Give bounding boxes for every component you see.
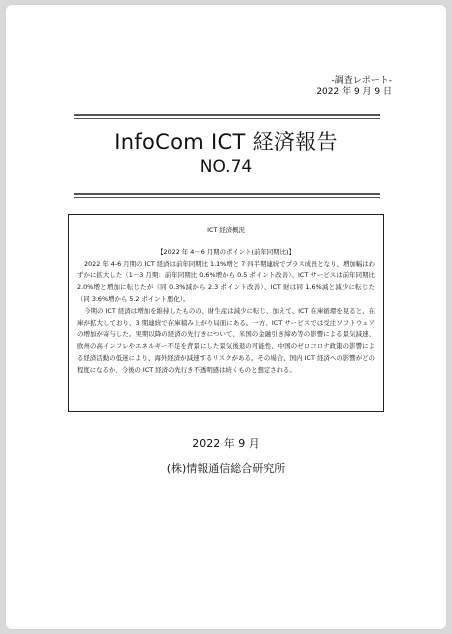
summary-paragraph-1: 2022 年 4-6 月期の ICT 経済は前年同期比 1.1%増と 7 四半期連続でプラス成長となり、増加幅はわずかに拡大した（1－3 月期：前年同期比 0.6%増から 0.5 ポイント改善）。ICT サービスは前年同期比 2.0%増と増加に転じたが（同 0.3%減から 2.3 ポイント改善）、ICT 財は同 1.6%減と減少に転じた（同 3.6%増から 5.2 ポイント悪化）。 xyxy=(77,259,375,303)
summary-heading: ICT 経済概況 xyxy=(207,226,245,234)
report-title: InfoCom ICT 経済報告 xyxy=(114,130,338,154)
footer-date: 2022 年 9 月 xyxy=(192,437,260,450)
title-rule-top xyxy=(74,114,380,119)
summary-subheading: 【2022 年 4－6 月期のポイント(前年同期比)】 xyxy=(157,247,295,256)
report-number: NO.74 xyxy=(199,157,253,177)
footer-organization: (株)情報通信総合研究所 xyxy=(166,462,286,475)
title-rule-bottom xyxy=(74,193,380,198)
summary-box xyxy=(68,214,384,412)
report-date: 2022 年 9 月 9 日 xyxy=(316,87,392,97)
report-type-label: -調査レポート- xyxy=(331,76,392,86)
summary-paragraph-2: 今期の ICT 経済は増加を維持したものの、財生産は減少に転じ、加えて、ICT 在庫循環を見ると、在庫が拡大しており、3 期連続で在庫積み上がり局面にある。一方、ICT サービスでは受注ソフトウェアの増加が寄与した。実期以降の経済の先行きについて、米国の金融引き締め等の影響による景気減速、欧州の高インフレやエネルギー不足を背景にした景気後退の可能性、中国のゼロコロナ政策の影響による経済活動の低迷により、海外経済が減速するリスクがある。その場合、国内 ICT 経済への影響がどの程度になるか、今後の ICT 経済の先行き不透明感は続くものと想定される。 xyxy=(77,306,375,374)
report-header xyxy=(316,76,392,98)
